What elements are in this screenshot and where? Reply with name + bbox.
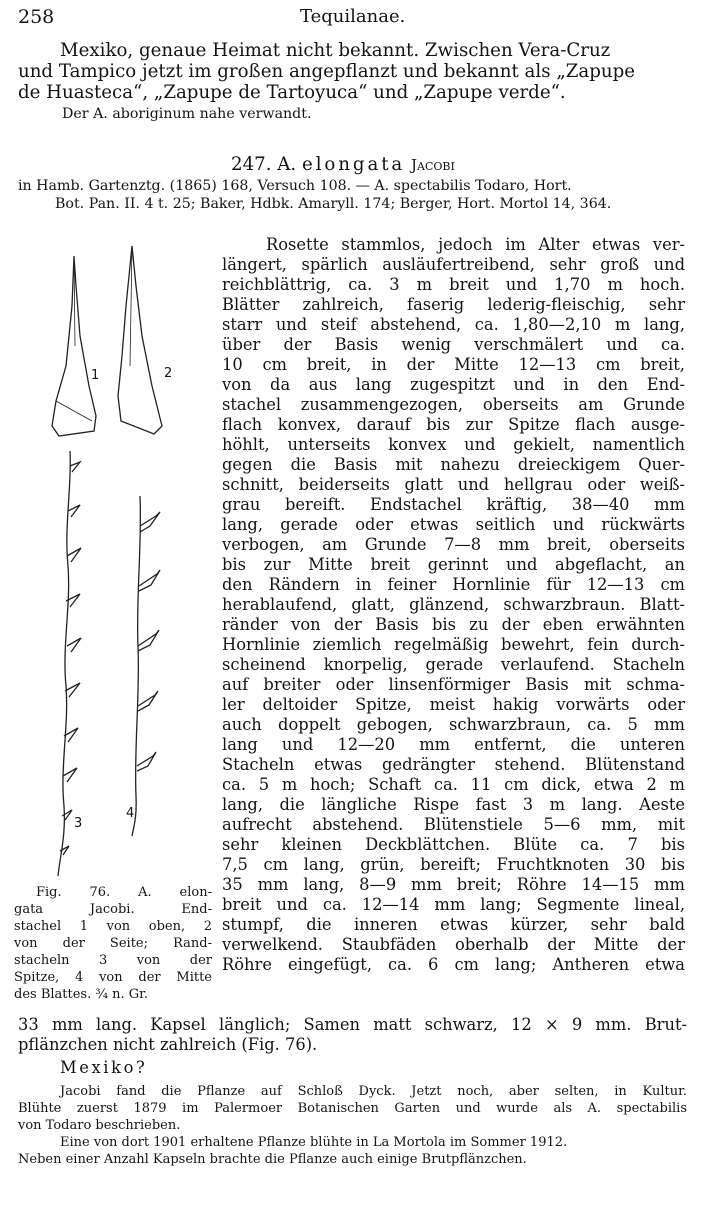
notes-line: Jacobi fand die Pflanze auf Schloß Dyck. Jetzt noch, aber selten, in Kultur. [60, 1084, 687, 1099]
description-line: breit und ca. 12—14 mm lang; Segmente lineal, [222, 895, 685, 914]
description-line: verbogen, am Grunde 7—8 mm breit, oberseits [222, 535, 685, 554]
figure-label-3: 3 [74, 816, 83, 831]
intro-line-1: Mexiko, genaue Heimat nicht bekannt. Zwischen Vera-Cruz [60, 40, 611, 61]
figure-label-1: 1 [91, 368, 100, 383]
description-line: lang, gerade oder etwas seitlich und rückwärts [222, 515, 685, 534]
description-column [222, 235, 685, 975]
description-line: ränder von der Basis bis zu der eben erwähnten [222, 615, 685, 634]
description-line: Stacheln etwas gedrängter stehend. Blütenstand [222, 755, 685, 774]
intro-line-3: de Huasteca“, „Zapupe de Tartoyuca“ und „Zapupe verde“. [18, 82, 566, 103]
description-line: auch doppelt gebogen, schwarzbraun, ca. 5 mm [222, 715, 685, 734]
description-line: Hornlinie ziemlich regelmäßig bewehrt, fein durch- [222, 635, 685, 654]
description-line: gegen die Basis mit nahezu dreieckigem Quer- [222, 455, 685, 474]
caption-line: stacheln 3 von der [14, 953, 212, 968]
description-line: von da aus lang zugespitzt und in den End- [222, 375, 685, 394]
figure-label-4: 4 [126, 806, 135, 821]
description-line: reichblättrig, ca. 3 m breit und 1,70 m hoch. [222, 275, 685, 294]
description-line: Rosette stammlos, jedoch im Alter etwas ver- [266, 235, 685, 254]
description-line: ler deltoider Spitze, meist hakig vorwärts oder [222, 695, 685, 714]
description-full-line: 33 mm lang. Kapsel länglich; Samen matt schwarz, 12 × 9 mm. Brut- [18, 1015, 687, 1034]
description-line: flach konvex, darauf bis zur Spitze flach ausge- [222, 415, 685, 434]
intro-note: Der A. aboriginum nahe verwandt. [62, 106, 312, 122]
notes-line: von Todaro beschrieben. [18, 1118, 181, 1133]
description-line: 7,5 cm lang, grün, bereift; Fruchtknoten 30 bis [222, 855, 685, 874]
description-line: stachel zusammengezogen, oberseits am Grunde [222, 395, 685, 414]
description-line: 10 cm breit, in der Mitte 12—13 cm breit, [222, 355, 685, 374]
description-line: auf breiter oder linsenförmiger Basis mit schma- [222, 675, 685, 694]
description-line: längert, spärlich ausläufertreibend, sehr groß und [222, 255, 685, 274]
figure-76 [14, 226, 214, 886]
description-line: stumpf, die inneren etwas kürzer, sehr bald [222, 915, 685, 934]
description-line: höhlt, unterseits konvex und gekielt, namentlich [222, 435, 685, 454]
caption-line: Spitze, 4 von der Mitte [14, 970, 212, 985]
species-reference-1: in Hamb. Gartenztg. (1865) 168, Versuch 108. — A. spectabilis Todaro, Hort. [18, 178, 572, 194]
page-number: 258 [18, 6, 55, 28]
description-line: aufrecht abstehend. Blütenstiele 5—6 mm, mit [222, 815, 685, 834]
spine-illustration [14, 226, 214, 886]
description-continuation [18, 1015, 687, 1055]
description-line: ca. 5 m hoch; Schaft ca. 11 cm dick, etwa 2 m [222, 775, 685, 794]
description-line: 35 mm lang, 8—9 mm breit; Röhre 14—15 mm [222, 875, 685, 894]
intro-line-2: und Tampico jetzt im großen angepflanzt und bekannt als „Zapupe [18, 61, 635, 82]
species-number: 247. [231, 154, 272, 175]
description-line: grau bereift. Endstachel kräftig, 38—40 mm [222, 495, 685, 514]
description-line: schnitt, beiderseits glatt und hellgrau oder weiß- [222, 475, 685, 494]
notes-line: Neben einer Anzahl Kapseln brachte die Pflanze auch einige Brutpflänzchen. [18, 1152, 527, 1167]
description-line: scheinend knorpelig, gerade verlaufend. Stacheln [222, 655, 685, 674]
species-genus: A. [277, 154, 297, 175]
notes-block [18, 1083, 687, 1168]
description-line: über der Basis wenig verschmälert und ca. [222, 335, 685, 354]
description-line: verwelkend. Staubfäden oberhalb der Mitte der [222, 935, 685, 954]
species-heading [231, 154, 455, 176]
description-line: Röhre eingefügt, ca. 6 cm lang; Antheren etwa [222, 955, 685, 974]
species-author: Jacobi [411, 156, 455, 174]
species-name: elongata [302, 154, 406, 175]
origin: Mexiko? [60, 1058, 148, 1077]
description-line: lang, die längliche Rispe fast 3 m lang. Aeste [222, 795, 685, 814]
caption-line: des Blattes. ¾ n. Gr. [14, 987, 149, 1002]
notes-line: Blühte zuerst 1879 im Palermoer Botanischen Garten und wurde als A. spectabilis [18, 1101, 687, 1116]
description-line: herablaufend, glatt, glänzend, schwarzbraun. Blatt- [222, 595, 685, 614]
figure-caption [14, 884, 212, 1003]
description-line: Blätter zahlreich, faserig lederig-fleischig, sehr [222, 295, 685, 314]
figure-label-2: 2 [164, 366, 173, 381]
description-line: den Rändern in feiner Hornlinie für 12—13 cm [222, 575, 685, 594]
caption-line: stachel 1 von oben, 2 [14, 919, 212, 934]
caption-line: Fig. 76. A. elon- [36, 885, 212, 900]
caption-line: gata Jacobi. End- [14, 902, 212, 917]
description-line: bis zur Mitte breit gerinnt und abgeflacht, an [222, 555, 685, 574]
notes-line: Eine von dort 1901 erhaltene Pflanze blühte in La Mortola im Sommer 1912. [60, 1135, 568, 1150]
description-line: starr und steif abstehend, ca. 1,80—2,10 m lang, [222, 315, 685, 334]
description-full-line: pflänzchen nicht zahlreich (Fig. 76). [18, 1035, 318, 1054]
species-reference-2: Bot. Pan. II. 4 t. 25; Baker, Hdbk. Amaryll. 174; Berger, Hort. Mortol 14, 364. [55, 196, 612, 212]
running-title: Tequilanae. [300, 6, 406, 27]
caption-line: von der Seite; Rand- [14, 936, 212, 951]
description-line: lang und 12—20 mm entfernt, die unteren [222, 735, 685, 754]
description-line: sehr kleinen Deckblättchen. Blüte ca. 7 bis [222, 835, 685, 854]
